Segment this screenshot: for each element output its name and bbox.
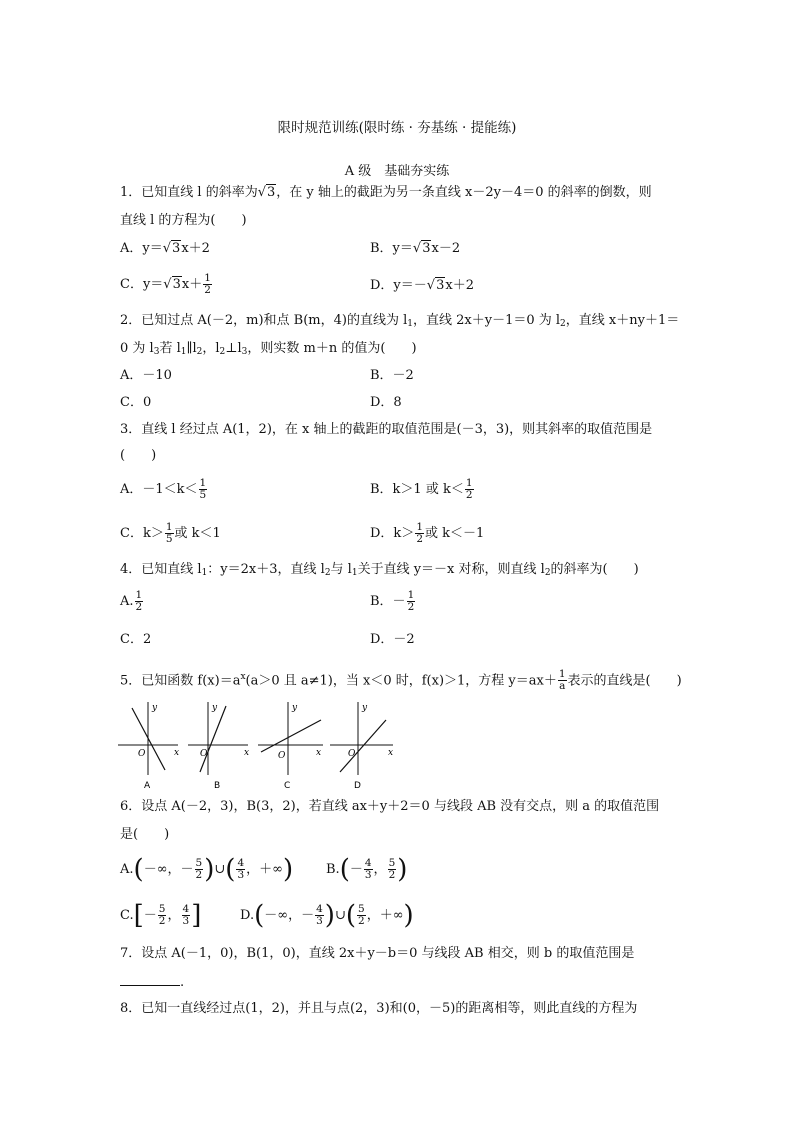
- graph-c-y-label: y: [292, 703, 298, 713]
- graph-b-x-label: x: [244, 748, 250, 758]
- graph-d-origin: O: [348, 749, 356, 759]
- q4-option-a: A. $\frac{1}{2}$: [120, 589, 143, 613]
- q6-option-d: D.(－∞，－ $\frac{4}{3}$ )∪( $\frac{5}{2}$ ，＋∞): [240, 900, 414, 931]
- q1-text: ，在 y 轴上的截距为另一条直线 x－2y－4＝0 的斜率的倒数，则: [276, 185, 652, 200]
- question-3-stem-line-2: ( ): [120, 448, 157, 463]
- graph-b-origin: O: [200, 749, 208, 759]
- question-2-stem-line-2: 0 为 $l_3$若 $l_1\parallel l_2$，$l_2\perp l_3$，则实数 m＋n 的值为( ): [120, 341, 417, 357]
- question-3-stem-line-1: 3．直线 l 经过点 A(1，2)，在 x 轴上的截距的取值范围是(－3，3)，则其斜率的取值范围是: [120, 422, 653, 437]
- q3-option-b: B．k＞1 或 k＜ $\frac{1}{2}$: [370, 477, 473, 501]
- graph-b: [188, 702, 249, 791]
- q1-option-a: A．y＝√3x＋2: [120, 241, 210, 256]
- graph-d: [330, 702, 393, 791]
- q6-option-b: B.(－ $\frac{4}{3}$ ， $\frac{5}{2}$ ): [326, 854, 408, 885]
- q7-answer-blank[interactable]: [120, 971, 180, 986]
- graph-c-origin: O: [278, 751, 286, 761]
- graph-a-label: A: [144, 781, 151, 791]
- question-6-stem-line-2: 是( ): [120, 827, 170, 842]
- graph-d-x-label: x: [388, 748, 394, 758]
- graph-c-line: [261, 720, 321, 752]
- q1-sqrt: 3: [267, 185, 276, 200]
- question-6-stem-line-1: 6．设点 A(－2，3)，B(3，2)，若直线 ax＋y＋2＝0 与线段 AB 没有交点，则 a 的取值范围: [120, 799, 660, 814]
- q1-option-c: C．y＝√3x＋ $\frac{1}{2}$: [120, 272, 211, 296]
- q3-option-c: C．k＞ $\frac{1}{5}$ 或 k＜1: [120, 521, 221, 545]
- q5-option-graphs: [118, 700, 408, 795]
- graph-d-label: D: [354, 781, 361, 791]
- question-7-stem-line-1: 7．设点 A(－1，0)，B(1，0)，直线 2x＋y－b＝0 与线段 AB 相交，则 b 的取值范围是: [120, 946, 635, 961]
- graph-a-origin: O: [138, 749, 146, 759]
- question-2-stem-line-1: 2．已知过点 A(－2，m)和点 B(m，4)的直线为 $l_1$，直线 2x＋y－1＝0 为 $l_2$，直线 x＋ny＋1＝: [120, 313, 680, 329]
- q3-option-d: D．k＞ $\frac{1}{2}$ 或 k＜－1: [370, 521, 485, 545]
- graph-d-y-label: y: [362, 703, 368, 713]
- q1-text: 1．已知直线 l 的斜率为: [120, 185, 258, 200]
- section-heading: A 级 基础夯实练: [344, 164, 450, 179]
- q2-option-d: D．8: [370, 395, 402, 410]
- question-8-stem: 8．已知一直线经过点(1，2)，并且与点(2，3)和(0，－5)的距离相等，则此直线的方程为: [120, 1001, 638, 1016]
- q1-option-b: B．y＝√3x－2: [370, 241, 461, 256]
- graph-a-y-label: y: [152, 703, 158, 713]
- question-5-stem: 5．已知函数 $f(x)=a^x(a>0$ 且 a≠1)，当 x＜0 时，f(x)＞1，方程 y＝ax＋ $\frac{1}{a}$ 表示的直线是( ): [120, 668, 682, 693]
- q1-option-d: D．y＝－√3x＋2: [370, 278, 474, 293]
- graph-c-label: C: [284, 781, 291, 791]
- q6-option-a: A.(－∞，－ $\frac{5}{2}$ )∪( $\frac{4}{3}$ ，＋∞): [120, 854, 294, 885]
- question-1-stem-line-2: 直线 l 的方程为( ): [120, 213, 247, 228]
- question-1-stem-line-1: 1．已知直线 l 的斜率为√3，在 y 轴上的截距为另一条直线 x－2y－4＝0 的斜率的倒数，则: [120, 185, 652, 200]
- q6-option-c: C.[－ $\frac{5}{2}$ ， $\frac{4}{3}$ ]: [120, 900, 202, 931]
- q3-option-a: A．－1＜k＜ $\frac{1}{5}$: [120, 477, 207, 501]
- graph-c-x-label: x: [316, 748, 322, 758]
- q2-option-c: C．0: [120, 395, 152, 410]
- q2-option-a: A．－10: [120, 368, 172, 383]
- graph-b-line: [200, 706, 226, 772]
- question-7-stem-line-2: .: [120, 971, 184, 992]
- q4-option-c: C．2: [120, 632, 152, 647]
- question-4-stem: 4．已知直线 $l_1$：y＝2x＋3，直线 $l_2$与 $l_1$关于直线 y＝－x 对称，则直线 $l_2$的斜率为( ): [120, 562, 639, 578]
- graph-b-y-label: y: [212, 703, 218, 713]
- graph-a: [118, 702, 179, 791]
- q2-option-b: B．－2: [370, 368, 414, 383]
- graph-c: [258, 702, 323, 791]
- graph-a-x-label: x: [174, 748, 180, 758]
- graph-b-label: B: [214, 781, 221, 791]
- q4-option-b: B．－ $\frac{1}{2}$: [370, 589, 415, 613]
- page-title: 限时规范训练(限时练 · 夯基练 · 提能练): [277, 120, 517, 136]
- q4-option-d: D．－2: [370, 632, 415, 647]
- graph-d-line: [340, 720, 386, 772]
